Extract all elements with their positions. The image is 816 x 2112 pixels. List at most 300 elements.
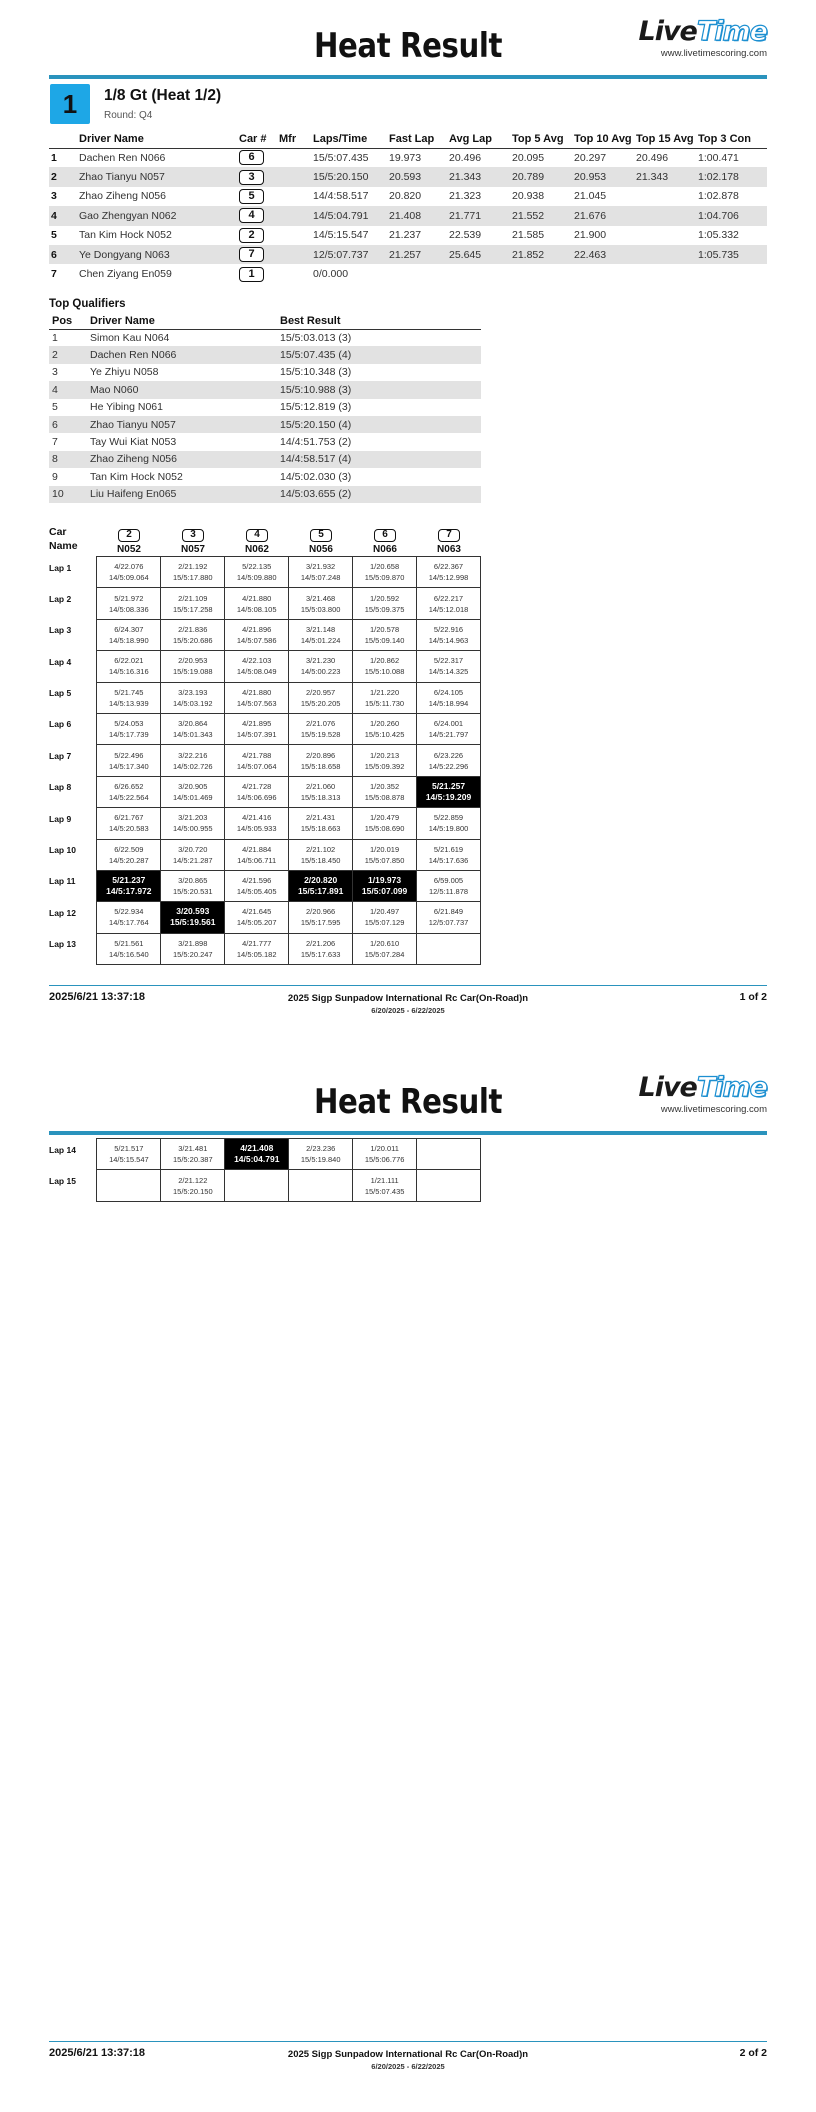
- lap-cumulative: 15/5:10.425: [364, 730, 405, 740]
- lap-cumulative: 15/5:06.776: [364, 1155, 405, 1165]
- lap-chart-header-labels: [49, 525, 78, 553]
- lap-cell: [97, 745, 161, 776]
- lap-cell: [417, 651, 481, 682]
- footer-datetime: 2025/6/21 13:37:18: [49, 991, 146, 1003]
- result-fast: 19.973: [389, 151, 422, 164]
- lap-cell: [353, 588, 417, 619]
- lap-pos-time: 4/21.728: [242, 781, 272, 791]
- qualifier-best: 15/5:20.150 (4): [277, 416, 481, 433]
- lap-cell: [417, 682, 481, 713]
- result-laps-time: 14/5:15.547: [313, 229, 369, 242]
- lap-label: Lap 10: [49, 845, 76, 856]
- col-driver-name: Driver Name: [77, 132, 237, 148]
- result-top3con: 1:05.735: [696, 245, 767, 264]
- lap-cumulative: 14/5:17.340: [109, 761, 149, 771]
- lap-chart-table-page-1: [49, 556, 481, 965]
- lap-pos-time: 6/22.021: [114, 656, 144, 666]
- lap-cumulative: 14/5:18.990: [109, 635, 149, 645]
- result-top10: 20.953: [572, 167, 634, 186]
- lap-pos-time: 6/24.001: [433, 719, 464, 729]
- lap-cumulative: 14/5:06.711: [237, 855, 277, 865]
- lap-cell: [353, 933, 417, 964]
- qualifier-pos: 1: [52, 331, 58, 344]
- col-laps-time: Laps/Time: [311, 132, 387, 148]
- qualifier-pos: 3: [52, 366, 58, 379]
- lap-pos-time: 3/23.193: [178, 687, 208, 697]
- lap-chart-car-column: [161, 524, 225, 555]
- heat-number-badge: 1: [50, 84, 90, 124]
- result-top10: 21.676: [572, 206, 634, 225]
- lap-pos-time: 2/21.102: [306, 844, 336, 854]
- lap-row: [49, 682, 481, 713]
- lap-cumulative: 14/5:05.207: [236, 918, 277, 928]
- lap-row: [49, 776, 481, 807]
- lap-label: Lap 4: [49, 656, 72, 667]
- col-top15: Top 15 Avg: [634, 132, 696, 148]
- lap-cumulative: 14/5:05.405: [236, 887, 277, 897]
- lap-pos-time: 1/20.352: [369, 781, 400, 791]
- top-qualifiers-title: Top Qualifiers: [49, 298, 126, 310]
- result-avg: 21.771: [447, 206, 510, 225]
- lap-cumulative: 14/5:22.296: [428, 761, 469, 771]
- car-driver-id: N057: [181, 544, 205, 555]
- lap-pos-time: 2/20.896: [306, 750, 336, 760]
- lap-chart-name-label: Name: [49, 540, 78, 552]
- lap-cell: [417, 557, 481, 588]
- lap-pos-time: 1/20.592: [369, 593, 400, 603]
- lap-cell: [225, 588, 289, 619]
- lap-pos-time: 3/21.230: [306, 656, 336, 666]
- lap-cell: [289, 776, 353, 807]
- lap-cumulative: 14/5:09.880: [236, 573, 277, 583]
- lap-cumulative: 14/5:09.064: [109, 573, 149, 583]
- lap-label: Lap 13: [49, 939, 76, 950]
- result-top3con: 1:04.706: [696, 206, 767, 225]
- logo-url: www.livetimescoring.com: [660, 1104, 767, 1115]
- result-fast: [387, 264, 447, 283]
- qualifier-row: [49, 329, 481, 346]
- result-fast: 21.408: [387, 206, 447, 225]
- car-number-badge: 5: [239, 189, 264, 204]
- lap-cumulative: 14/5:07.248: [300, 573, 341, 583]
- lap-cumulative: 14/5:06.696: [236, 792, 277, 802]
- lap-pos-time: 2/20.820: [304, 875, 338, 886]
- qualifier-driver: Zhao Ziheng N056: [87, 451, 277, 468]
- result-pos: 3: [51, 190, 57, 203]
- lap-pos-time: 1/20.610: [369, 938, 400, 948]
- lap-row: [49, 870, 481, 901]
- result-top3con: 1:02.878: [698, 190, 739, 203]
- lap-cell: [353, 745, 417, 776]
- result-top5: 21.585: [512, 229, 545, 242]
- lap-cell: [161, 619, 225, 650]
- col-car: Car #: [237, 132, 277, 148]
- lap-cell: [97, 1139, 161, 1170]
- heat-name: 1/8 Gt (Heat 1/2): [104, 87, 222, 104]
- qualifier-driver: Mao N060: [87, 381, 277, 398]
- lap-cell: [353, 808, 417, 839]
- result-driver: Ye Dongyang N063: [77, 245, 237, 264]
- result-car-cell: [237, 226, 277, 245]
- qualifier-pos: 10: [49, 486, 87, 503]
- lap-cell: [417, 1139, 481, 1170]
- results-row: [49, 264, 767, 283]
- lap-cell: [289, 1170, 353, 1201]
- lap-cumulative: 15/5:07.099: [361, 886, 408, 897]
- lap-cell: [97, 682, 161, 713]
- qualifier-driver: Simon Kau N064: [90, 331, 170, 344]
- lap-cell: [417, 588, 481, 619]
- lap-pos-time: 1/21.220: [369, 687, 400, 697]
- car-number-badge: 7: [239, 247, 264, 262]
- lap-cell: [353, 682, 417, 713]
- lap-pos-time: 3/20.905: [178, 781, 208, 791]
- lap-cumulative: 14/5:14.963: [428, 635, 469, 645]
- lap-cell: [97, 776, 161, 807]
- qualifier-row: [49, 346, 481, 363]
- qualifier-best: 14/5:02.030 (3): [280, 470, 352, 483]
- car-driver-id: N056: [309, 544, 333, 555]
- lap-cumulative: 15/5:17.891: [297, 886, 344, 897]
- lap-label: Lap 7: [49, 750, 72, 761]
- lap-cell: [97, 619, 161, 650]
- car-number-badge: 4: [246, 529, 268, 542]
- lap-cumulative: 15/5:07.129: [364, 918, 405, 928]
- qualifier-row: [49, 364, 481, 381]
- lap-pos-time: 5/22.496: [114, 750, 144, 760]
- results-row: [49, 148, 767, 167]
- lap-cumulative: 15/5:09.870: [364, 573, 405, 583]
- qualifier-pos: 6: [49, 416, 87, 433]
- page-title: Heat Result: [313, 1082, 503, 1122]
- lap-cumulative: 14/5:17.764: [109, 918, 149, 928]
- lap-row: [49, 745, 481, 776]
- lap-cell-best: [97, 870, 161, 901]
- lap-cell: [289, 745, 353, 776]
- qualifier-pos: 4: [49, 381, 87, 398]
- qualifier-pos: 8: [49, 451, 87, 468]
- lap-cumulative: 14/5:17.739: [109, 730, 149, 740]
- result-top10: 20.297: [574, 151, 607, 164]
- header-rule: [49, 1131, 767, 1135]
- lap-pos-time: 3/20.865: [178, 876, 208, 886]
- lap-row: [49, 808, 481, 839]
- lap-label: Lap 1: [49, 562, 72, 573]
- results-table: [49, 132, 767, 284]
- lap-cell: [161, 713, 225, 744]
- lap-cell: [161, 808, 225, 839]
- result-top3con: 1:02.178: [696, 167, 767, 186]
- result-pos: 4: [49, 206, 77, 225]
- lap-cell: [225, 839, 289, 870]
- col-top10: Top 10 Avg: [572, 132, 634, 148]
- lap-cell-best: [161, 902, 225, 933]
- lap-cumulative: 14/5:16.316: [109, 667, 149, 677]
- result-top5: 20.095: [512, 151, 545, 164]
- result-car-cell: [237, 167, 277, 186]
- lap-pos-time: 2/21.192: [178, 562, 208, 572]
- lap-pos-time: 1/20.213: [369, 750, 400, 760]
- lap-cell: [289, 619, 353, 650]
- lap-chart-car-column: [97, 524, 161, 555]
- footer-date-range: 6/20/2025 - 6/22/2025: [371, 2062, 445, 2071]
- lap-cell: [97, 839, 161, 870]
- lap-cell-best: [289, 870, 353, 901]
- lap-cell: [353, 713, 417, 744]
- tq-col-best: Best Result: [277, 313, 481, 329]
- lap-pos-time: 5/21.237: [112, 875, 146, 886]
- lap-pos-time: 2/23.236: [306, 1144, 336, 1154]
- lap-pos-time: 3/21.932: [306, 562, 336, 572]
- col-top5: Top 5 Avg: [510, 132, 572, 148]
- lap-cell: [161, 933, 225, 964]
- result-avg: 25.645: [447, 245, 510, 264]
- lap-cumulative: 15/5:11.730: [365, 698, 405, 708]
- lap-pos-time: 5/21.257: [431, 780, 466, 791]
- lap-pos-time: 2/21.076: [306, 719, 336, 729]
- lap-cumulative: 14/5:08.049: [236, 667, 277, 677]
- qualifier-driver: Tay Wui Kiat N053: [90, 436, 177, 449]
- result-top15: [634, 264, 696, 283]
- lap-cell: [353, 1170, 417, 1201]
- lap-pos-time: 2/20.966: [306, 907, 336, 917]
- lap-cumulative: 14/5:12.998: [428, 573, 469, 583]
- lap-pos-time: 4/22.103: [242, 656, 272, 666]
- col-mfr: Mfr: [277, 132, 311, 148]
- lap-pos-time: 1/20.862: [369, 656, 400, 666]
- lap-cell: [289, 839, 353, 870]
- lap-cell: [353, 619, 417, 650]
- lap-label: Lap 5: [49, 688, 72, 699]
- result-mfr: [277, 264, 311, 283]
- lap-label: Lap 9: [49, 813, 72, 824]
- results-row: [49, 245, 767, 264]
- lap-cell: [353, 902, 417, 933]
- lap-pos-time: 4/21.880: [242, 687, 272, 697]
- lap-cell: [97, 933, 161, 964]
- car-number-badge: 6: [239, 150, 264, 165]
- lap-cumulative: 14/5:21.287: [172, 855, 213, 865]
- lap-pos-time: 3/20.720: [178, 844, 208, 854]
- result-laps-time: 15/5:07.435: [313, 151, 369, 164]
- qualifier-row: [49, 451, 481, 468]
- qualifier-row: [49, 468, 481, 485]
- lap-pos-time: 5/22.934: [114, 907, 144, 917]
- result-top3con: 1:05.332: [698, 229, 739, 242]
- lap-cumulative: 14/5:17.636: [428, 855, 469, 865]
- lap-cumulative: 15/5:18.658: [300, 761, 341, 771]
- result-top3con: [696, 264, 767, 283]
- lap-pos-time: 2/21.122: [178, 1175, 208, 1185]
- car-driver-id: N052: [117, 544, 141, 555]
- lap-row: [49, 588, 481, 619]
- qualifier-best: 15/5:10.348 (3): [280, 366, 352, 379]
- lap-cell: [289, 1139, 353, 1170]
- heat-round: Round: Q4: [104, 110, 153, 121]
- footer-datetime: 2025/6/21 13:37:18: [49, 2047, 146, 2059]
- result-car-cell: [237, 206, 277, 225]
- lap-cumulative: 14/5:16.540: [109, 949, 149, 959]
- qualifier-driver: Liu Haifeng En065: [87, 486, 277, 503]
- lap-row: [49, 933, 481, 964]
- report-page-2: [0, 1056, 816, 2112]
- footer-event: 2025 Sigp Sunpadow International Rc Car(On-Road)n: [287, 2049, 529, 2060]
- col-avg-lap: Avg Lap: [447, 132, 510, 148]
- lap-cell: [161, 682, 225, 713]
- result-top5: 20.938: [512, 190, 545, 203]
- lap-cell: [161, 839, 225, 870]
- car-number-badge: 6: [374, 529, 396, 542]
- lap-pos-time: 3/21.481: [178, 1144, 208, 1154]
- footer-event: 2025 Sigp Sunpadow International Rc Car(On-Road)n: [287, 993, 529, 1004]
- result-avg: 20.496: [449, 151, 482, 164]
- lap-pos-time: 3/20.593: [176, 906, 210, 917]
- qualifier-driver: Tan Kim Hock N052: [90, 470, 183, 483]
- qualifier-driver: Zhao Tianyu N057: [87, 416, 277, 433]
- lap-cell: [225, 557, 289, 588]
- lap-cumulative: 14/5:19.209: [425, 791, 472, 802]
- result-avg: 21.323: [449, 190, 482, 203]
- lap-pos-time: 3/21.468: [306, 593, 336, 603]
- result-mfr: [277, 167, 311, 186]
- result-driver: Dachen Ren N066: [79, 151, 166, 164]
- lap-cell: [417, 870, 481, 901]
- results-row: [49, 206, 767, 225]
- lap-cell: [225, 1170, 289, 1201]
- lap-cell: [417, 1170, 481, 1201]
- result-pos: 6: [49, 245, 77, 264]
- lap-cumulative: 15/5:20.531: [172, 887, 213, 897]
- lap-cumulative: 15/5:17.633: [300, 949, 341, 959]
- lap-cumulative: 14/5:03.192: [172, 698, 213, 708]
- lap-cell: [225, 776, 289, 807]
- lap-cell: [97, 651, 161, 682]
- lap-cumulative: 15/5:17.595: [300, 918, 341, 928]
- result-pos: 5: [51, 229, 57, 242]
- lap-cumulative: 14/5:07.064: [236, 761, 277, 771]
- lap-cumulative: 15/5:03.800: [300, 604, 341, 614]
- qualifier-pos: 9: [52, 470, 58, 483]
- lap-cell: [353, 557, 417, 588]
- result-top10: 21.045: [574, 190, 607, 203]
- qualifier-best: 15/5:12.819 (3): [280, 401, 352, 414]
- car-driver-id: N063: [437, 544, 461, 555]
- lap-row: [49, 839, 481, 870]
- lap-cell: [417, 902, 481, 933]
- lap-cell: [289, 682, 353, 713]
- lap-pos-time: 1/20.260: [369, 719, 400, 729]
- lap-cell: [417, 933, 481, 964]
- lap-cumulative: 14/5:12.018: [428, 604, 469, 614]
- lap-pos-time: 6/24.307: [114, 624, 144, 634]
- lap-pos-time: 1/20.497: [369, 907, 400, 917]
- livetime-logo: LiveTime www.livetimescoring.com: [625, 18, 767, 62]
- result-top10: [572, 264, 634, 283]
- lap-label: Lap 14: [49, 1144, 76, 1155]
- logo-url: www.livetimescoring.com: [660, 48, 767, 59]
- result-top5: 21.852: [510, 245, 572, 264]
- qualifier-best: 14/4:58.517 (4): [277, 451, 481, 468]
- lap-cell: [225, 713, 289, 744]
- qualifier-row: [49, 486, 481, 503]
- result-laps-time: 14/5:04.791: [311, 206, 387, 225]
- result-top10: 21.900: [574, 229, 607, 242]
- lap-chart-car-label: Car: [49, 526, 67, 538]
- qualifier-best: 15/5:10.988 (3): [277, 381, 481, 398]
- lap-cumulative: 14/5:19.800: [428, 824, 469, 834]
- lap-cell: [289, 713, 353, 744]
- lap-cumulative: 15/5:17.880: [172, 573, 213, 583]
- car-number-badge: 7: [438, 529, 460, 542]
- lap-cell-best: [417, 776, 481, 807]
- lap-cumulative: 15/5:18.663: [300, 824, 341, 834]
- lap-cell: [289, 651, 353, 682]
- qualifier-driver: Ye Zhiyu N058: [90, 366, 159, 379]
- lap-pos-time: 6/22.509: [114, 844, 144, 854]
- result-laps-time: 0/0.000: [313, 268, 349, 281]
- result-car-cell: [237, 245, 277, 264]
- car-number-badge: 5: [310, 529, 332, 542]
- lap-cumulative: 14/5:00.223: [300, 667, 341, 677]
- result-driver: Chen Ziyang En059: [79, 268, 172, 281]
- lap-cell: [225, 619, 289, 650]
- qualifier-row: [49, 416, 481, 433]
- lap-pos-time: 5/22.135: [242, 562, 272, 572]
- lap-cumulative: 14/5:14.325: [428, 667, 469, 677]
- lap-cell: [289, 808, 353, 839]
- lap-cell: [97, 588, 161, 619]
- result-laps-time: 15/5:20.150: [311, 167, 387, 186]
- livetime-logo: LiveTime www.livetimescoring.com: [625, 1074, 767, 1118]
- result-top3con: 1:00.471: [698, 151, 739, 164]
- lap-cumulative: 14/5:05.933: [236, 824, 277, 834]
- lap-cell: [225, 651, 289, 682]
- lap-cell: [161, 776, 225, 807]
- lap-cumulative: 14/5:02.726: [172, 761, 213, 771]
- result-mfr: [277, 187, 311, 206]
- footer-page-1: [49, 985, 767, 1015]
- result-top5: 21.552: [510, 206, 572, 225]
- lap-pos-time: 4/21.895: [242, 719, 272, 729]
- lap-cumulative: 15/5:20.686: [172, 635, 213, 645]
- lap-pos-time: 4/22.076: [114, 562, 144, 572]
- lap-pos-time: 3/21.148: [306, 624, 336, 634]
- lap-label: Lap 6: [49, 719, 72, 730]
- car-number-badge: 3: [182, 529, 204, 542]
- qualifier-row: [49, 399, 481, 416]
- lap-cell: [417, 619, 481, 650]
- lap-pos-time: 4/21.896: [242, 624, 272, 634]
- lap-cumulative: 14/5:13.939: [109, 698, 149, 708]
- result-fast: 21.237: [389, 229, 422, 242]
- result-fast: 21.257: [387, 245, 447, 264]
- lap-cumulative: 14/5:21.797: [428, 730, 469, 740]
- qualifier-best: 14/4:51.753 (2): [280, 436, 352, 449]
- lap-cumulative: 14/5:00.955: [172, 824, 213, 834]
- lap-pos-time: 5/22.916: [433, 624, 464, 634]
- lap-cumulative: 14/5:01.343: [172, 730, 213, 740]
- lap-cell: [289, 933, 353, 964]
- lap-pos-time: 4/21.408: [240, 1143, 274, 1154]
- lap-cell: [225, 870, 289, 901]
- lap-row: [49, 1170, 481, 1201]
- lap-pos-time: 4/21.777: [242, 938, 272, 948]
- lap-cumulative: 15/5:18.450: [300, 855, 341, 865]
- result-mfr: [277, 245, 311, 264]
- result-top15: [634, 187, 696, 206]
- result-top15: 21.343: [634, 167, 696, 186]
- lap-pos-time: 5/24.053: [114, 719, 144, 729]
